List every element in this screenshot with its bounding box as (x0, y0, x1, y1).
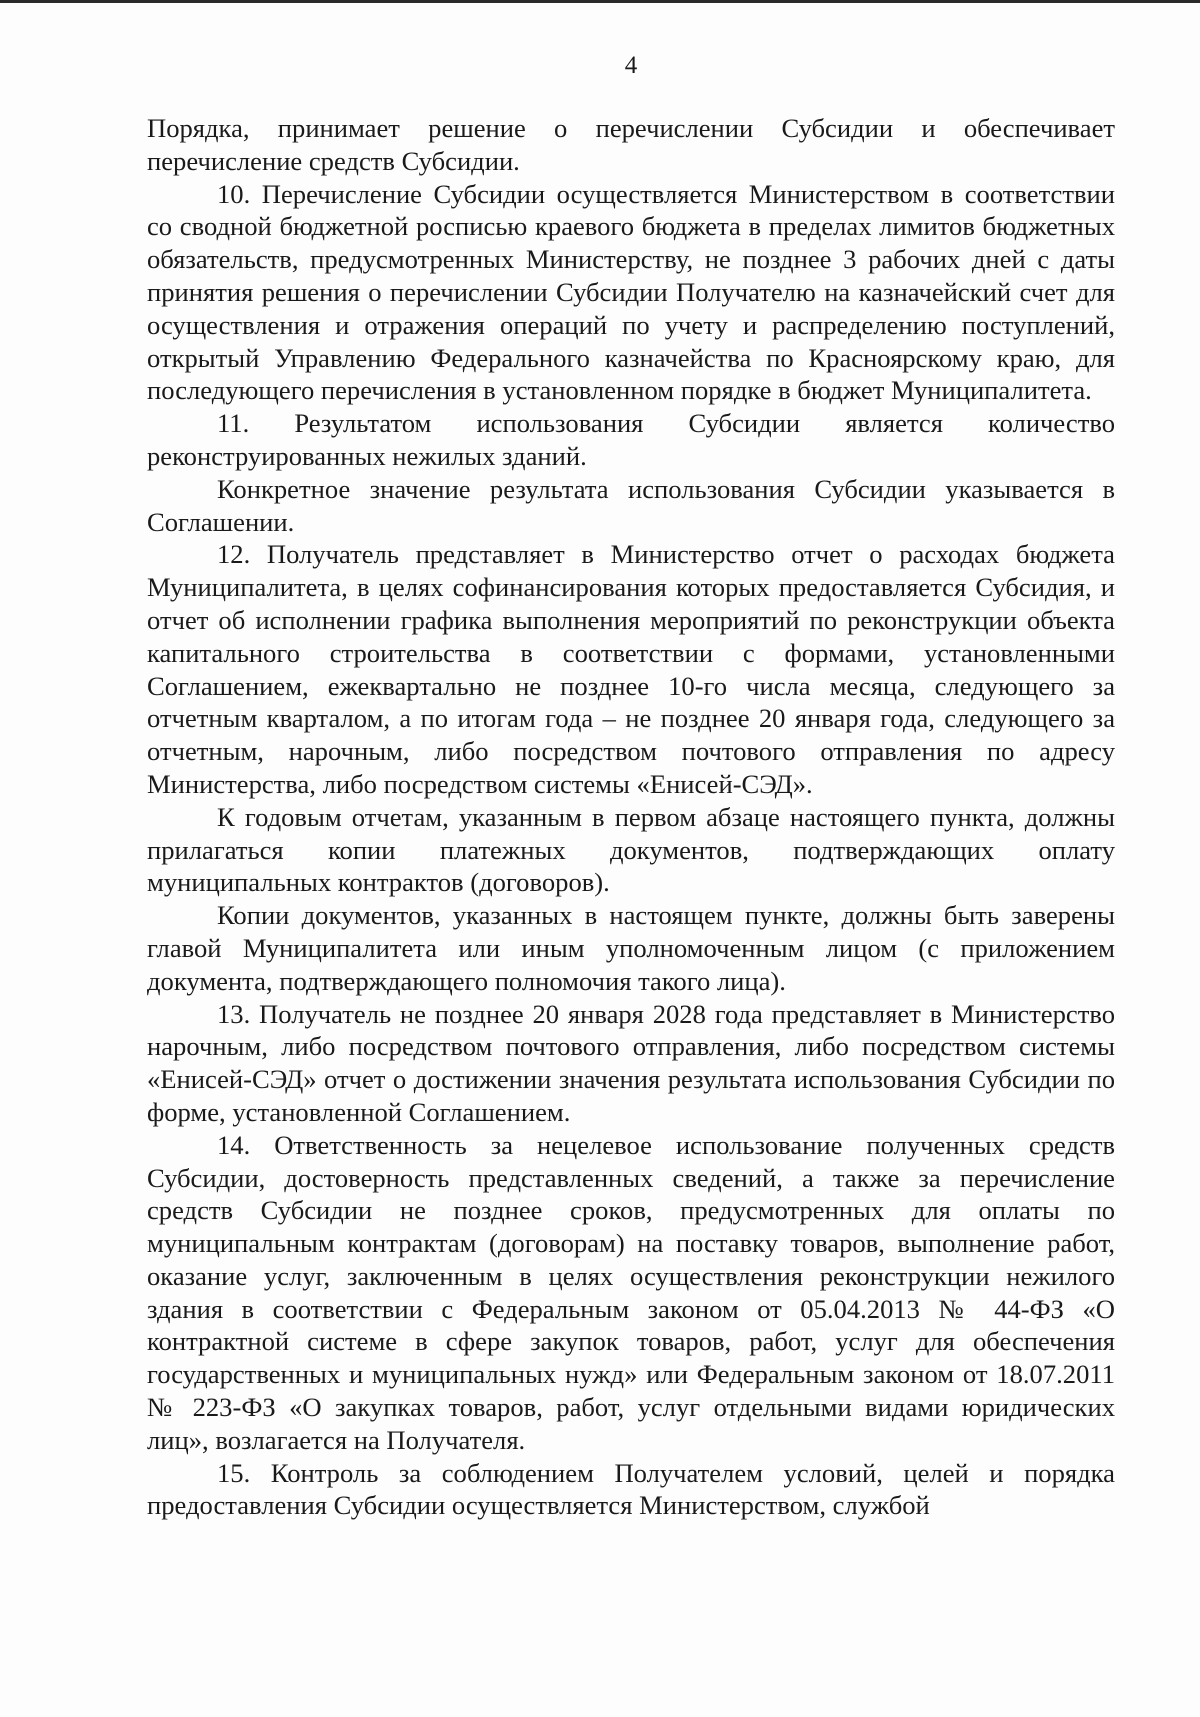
paragraph-10: 10. Перечисление Субсидии осуществляется Министерством в соответствии со сводной бюджетной росписью краевого бюджета в пределах лимитов бюджетных обязательств, предусмотренных Министерству, не позднее 3 рабочих дней с даты принятия решения о перечислении Субсидии Получателю на казначейский счет для осуществления и отражения операций по учету и распределению поступлений, открытый Управлению Федерального казначейства по Красноярскому краю, для последующего перечисления в установленном порядке в бюджет Муниципалитета. (147, 178, 1115, 406)
document-body (147, 112, 1115, 1522)
paragraph-11: 11. Результатом использования Субсидии является количество реконструированных нежилых зданий. (147, 408, 1115, 471)
paragraph-11-result-value: Конкретное значение результата использования Субсидии указывается в Соглашении. (147, 473, 1115, 537)
paragraph-13: 13. Получатель не позднее 20 января 2028 года представляет в Министерство нарочным, либо посредством почтового отправления, либо посредством системы «Енисей-СЭД» отчет о достижении значения результата использования Субсидии по форме, установленной Соглашением. (147, 998, 1115, 1127)
scan-top-edge (0, 0, 1200, 3)
paragraph-12-copies: Копии документов, указанных в настоящем пункте, должны быть заверены главой Муниципалитета или иным уполномоченным лицом (с приложением документа, подтверждающего полномочия такого лица). (147, 900, 1115, 996)
paragraph-12: 12. Получатель представляет в Министерство отчет о расходах бюджета Муниципалитета, в целях софинансирования которых предоставляется Субсидия, и отчет об исполнении графика выполнения мероприятий по реконструкции объекта капитального строительства в соответствии с формами, установленными Соглашением, ежеквартально не позднее 10-го числа месяца, следующего за отчетным кварталом, а по итогам года – не позднее 20 января года, следующего за отчетным, нарочным, либо посредством почтового отправления по адресу Министерства, либо посредством системы «Енисей-СЭД». (147, 539, 1115, 799)
paragraph-continuation: Порядка, принимает решение о перечислении Субсидии и обеспечивает перечисление средств Субсидии. (147, 113, 1115, 176)
page-number: 4 (624, 52, 638, 79)
paragraph-15: 15. Контроль за соблюдением Получателем условий, целей и порядка предоставления Субсидии осуществляется Министерством, службой (147, 1457, 1115, 1521)
paragraph-14: 14. Ответственность за нецелевое использование полученных средств Субсидии, достоверность представленных сведений, а также за перечисление средств Субсидии не позднее сроков, предусмотренных для оплаты по муниципальным контрактам (договорам) на поставку товаров, выполнение работ, оказание услуг, заключенным в целях осуществления реконструкции нежилого здания в соответствии с Федеральным законом от 05.04.2013 № 44-ФЗ «О контрактной системе в сфере закупок товаров, работ, услуг для обеспечения государственных и муниципальных нужд» или Федеральным законом от 18.07.2011 № 223-ФЗ «О закупках товаров, работ, услуг отдельными видами юридических лиц», возлагается на Получателя. (147, 1129, 1115, 1455)
paragraph-12-annual-reports: К годовым отчетам, указанным в первом абзаце настоящего пункта, должны прилагаться копии платежных документов, подтверждающих оплату муниципальных контрактов (договоров). (147, 801, 1115, 898)
